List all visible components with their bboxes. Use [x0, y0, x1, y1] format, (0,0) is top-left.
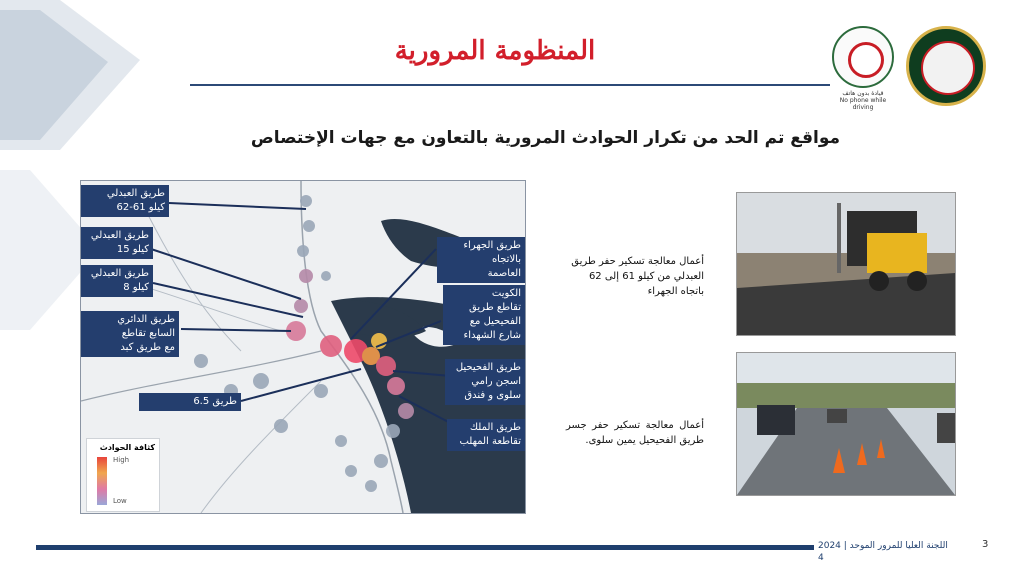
roadwork-photo — [736, 192, 956, 336]
roadwork-photo — [736, 352, 956, 496]
traffic-department-logo — [906, 26, 986, 106]
legend-gradient — [97, 457, 107, 505]
map-label: الكويت تقاطع طريق الفحيحيل مع شارع الشهداء — [443, 285, 525, 345]
footer-text — [818, 540, 968, 564]
map-label: طريق 6.5 — [139, 393, 241, 411]
footer-sub: 4 — [818, 553, 824, 563]
legend-title: كثافة الحوادث — [99, 443, 155, 452]
map-label: طريق العبدلي كيلو 15 — [81, 227, 153, 259]
page-subtitle: مواقع تم الحد من تكرار الحوادث المرورية بالتعاون مع جهات الإختصاص — [250, 128, 840, 148]
footer-rule — [36, 545, 814, 550]
map-label: طريق الجهراء بالاتجاه العاصمة — [437, 237, 525, 283]
logo-caption: قيادة بدون هاتف No phone while driving — [839, 90, 887, 111]
footer-title: 2024 | اللجنة العليا للمرور الموحد — [818, 541, 948, 551]
legend-low: Low — [113, 497, 127, 505]
photo-caption: أعمال معالجة تسكير حفر طريق العبدلي من كيلو 61 إلى 62 باتجاه الجهراء — [571, 256, 704, 297]
map-label: طريق العبدلي كيلو 61-62 — [81, 185, 169, 217]
photo-caption: أعمال معالجة تسكير حفر جسر طريق الفحيحيل يمين سلوى. — [566, 420, 704, 446]
page-number: 3 — [982, 539, 989, 550]
page-title: المنظومة المرورية — [394, 36, 596, 66]
map-label: طريق الفحيحيل اسجن رامي سلوى و فندق — [445, 359, 525, 405]
map-label: طريق الدائري السابع تقاطع مع طريق كبد — [81, 311, 179, 357]
map-label: طريق العبدلي كيلو 8 — [81, 265, 153, 297]
heatmap-legend — [86, 438, 160, 512]
title-divider — [190, 84, 830, 86]
map-label: طريق الملك تقاطعة المهلب — [447, 419, 525, 451]
campaign-logo — [832, 26, 894, 88]
legend-high: High — [113, 456, 130, 464]
